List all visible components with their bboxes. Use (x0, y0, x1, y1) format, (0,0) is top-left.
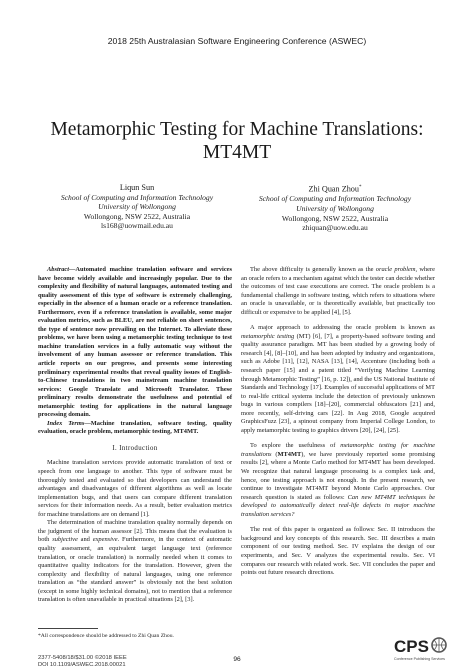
author-block-1 (42, 183, 232, 231)
left-column (38, 266, 232, 605)
emphasis-mt4mt-definition: metamorphic testing for machine translations (241, 442, 435, 458)
text-run: The determination of machine translation quality normally depends on the judgment of the human assessor [2]. This means that the evaluation is both (38, 519, 232, 544)
text-run: ), we have previously reported some promising results [2], where a Monte Carlo method for MT4MT has been developed. We recognize that natural language processing is a complex task and, hence, one testing approach is not enough. In the present research, we continue to investigate MT4MT beyond Monte Carlo approaches. Our research question is stated as follows: (241, 450, 435, 501)
conference-header: 2018 25th Australasian Software Engineering Conference (ASWEC) (107, 36, 367, 46)
index-terms-text: —Machine translation, software testing, quality evaluation, oracle problem, metamorphic testing, MT4MT. (38, 419, 232, 436)
author-address: Wollongong, NSW 2522, Australia (83, 211, 191, 221)
right-paragraph-4: The rest of this paper is organized as follows: Sec. II introduces the background and key concepts of this research. Sec. III describes a main component of our testing method. Sec. IV explains the design of our experiments, and Sec. V analyzes the experimental results. Sec. VI compares our research with related work. Sec. VII concludes the paper and points out future research directions. (241, 526, 435, 577)
page-number: 96 (233, 656, 241, 663)
text-run: (MT) [6], [7], a property-based software testing and quality assurance paradigm. MT has been studied by a growing body of research [4], [8]–[10], and has been adopted by industry and organizations, such as Adobe [11], [12], NASA [13], [14], Accenture (including both a research paper [15] and a patent titled “Verifying Machine Learning through Metamorphic Testing” [16, p. 12]), and the US National Institute of Standards and Technology [17]. Examples of successful applications of MT to real-life critical systems include the detection of previously unknown bugs in various compilers [18]–[20], commercial obfuscators [21] and, more recently, self-driving cars [22]. In Aug 2018, Google acquired GraphicsFuzz [23], a spinout company from Imperial College London, to apply metamorphic testing to graphics drivers [20], [24], [25]. (241, 332, 435, 434)
bold-mt4mt: MT4MT (277, 450, 302, 458)
author-email[interactable]: ls168@uowmail.edu.au (101, 221, 173, 231)
abstract (38, 266, 232, 437)
author-address: Wollongong, NSW 2522, Australia (281, 213, 389, 223)
emphasis-oracle-problem: oracle problem (375, 266, 416, 273)
doi-line: DOI 10.1109/ASWEC.2018.00021 (38, 662, 126, 668)
index-terms-paragraph (38, 420, 232, 437)
text-run: and (77, 536, 93, 544)
index-terms-label: Index Terms (47, 419, 85, 427)
text-run: To explore the usefulness of (250, 442, 341, 450)
text-run: A major approach to addressing the oracle problem is known as (250, 324, 435, 332)
abstract-paragraph (38, 266, 232, 420)
title-line-2: MT4MT (202, 142, 272, 163)
author-email[interactable]: zhiquan@uow.edu.au (302, 223, 368, 233)
author-name: Liqun Sun (119, 183, 155, 192)
abstract-text: —Automated machine translation software and services have become widely available and increasingly popular. Due to the complexity and flexibility of natural languages, automated testing and quality assessment of this type of software is extremely challenging, especially in the absence of a human oracle or a reference translation. Furthermore, even if a reference translation is available, some major evaluation metrics, such as BLEU, are not reliable on short sentences, the type of sentence now prevailing on the Internet. To alleviate these problems, we have been using a metamorphic testing technique to test machine translation services in a fully automatic way without the involvement of any human assessor or reference translation. This article reports on our progress, and presents some interesting preliminary experimental results that reveal quality issues of English-to-Chinese translations in two mainstream machine translation services: Google Translate and Microsoft Translator. These preliminary results demonstrate the usefulness and potential of metamorphic testing for applications in the natural language processing domain. (38, 266, 232, 419)
emphasis-research-question: Can new MT4MT techniques be developed to automatically detect real-life defects in major machine translation services? (241, 493, 435, 518)
title-line-1: Metamorphic Testing for Machine Translations: (50, 119, 424, 140)
cps-logo-subtext: Conference Publishing Services (394, 657, 445, 661)
cps-logo-text: CPS (394, 637, 429, 656)
abstract-label: Abstract (47, 266, 70, 273)
right-paragraph-1 (241, 266, 435, 317)
right-paragraph-2 (241, 324, 435, 435)
text-run: . Furthermore, in the context of automatic quality assessment, an equivalent target language text (reference translation, or oracle translation) is normally needed when it comes to quantitative quality indicators for the translation. However, given the complexity and flexibility of natural languages, using one reference translation as “the standard answer” is obviously not the best solution (except in some highly technical domains), not to mention that a reference translation is often unavailable in practical situations [2], [3]. (38, 536, 232, 604)
intro-paragraph-2 (38, 519, 232, 604)
footnote: *All correspondence should be addressed to Zhi Quan Zhou. (38, 633, 174, 639)
author-affiliation: School of Computing and Information Technology (60, 192, 214, 202)
intro-paragraph-1: Machine translation services provide automatic translation of text or speech from one language to another. This type of software must be thoroughly tested and evaluated so that developers can understand the advantages and disadvantages of different algorithms as well as locate implementation bugs, and that users can compare different translation services for their information needs. As a result, better evaluation metrics for machine translations are on demand [1]. (38, 459, 232, 518)
author-name-text: Zhi Quan Zhou (308, 184, 359, 194)
text-run: ( (271, 450, 278, 458)
author-block-2 (240, 183, 430, 233)
emphasis-subjective: subjective (52, 536, 78, 544)
text-run: , where an oracle refers to a mechanism against which the tester can decide whether the outcomes of test case executions are correct. The oracle problem is a fundamental challenge in software testing, which refers to situations where an oracle is unavailable, or is theoretically available, but practically too difficult or expensive to be applied [4], [5]. (241, 266, 435, 316)
author-university: University of Wollongong (296, 203, 374, 213)
author-university: University of Wollongong (98, 202, 176, 212)
section-heading-introduction: I. Introduction (112, 444, 158, 452)
cps-logo-icon (392, 632, 452, 664)
cps-logo-globe-lines (432, 638, 446, 652)
emphasis-expensive: expensive (92, 536, 118, 544)
paper-title (40, 118, 434, 164)
author-affiliation: School of Computing and Information Technology (258, 194, 412, 204)
text-run: The above difficulty is generally known as the (250, 266, 376, 273)
right-column (241, 266, 435, 585)
right-paragraph-3 (241, 442, 435, 519)
footnote-divider (38, 628, 98, 629)
emphasis-metamorphic-testing: metamorphic testing (241, 332, 295, 340)
author-name: Zhi Quan Zhou* (308, 184, 362, 194)
isbn-line: 2377-5408/18/$31.00 ©2018 IEEE (38, 655, 127, 661)
